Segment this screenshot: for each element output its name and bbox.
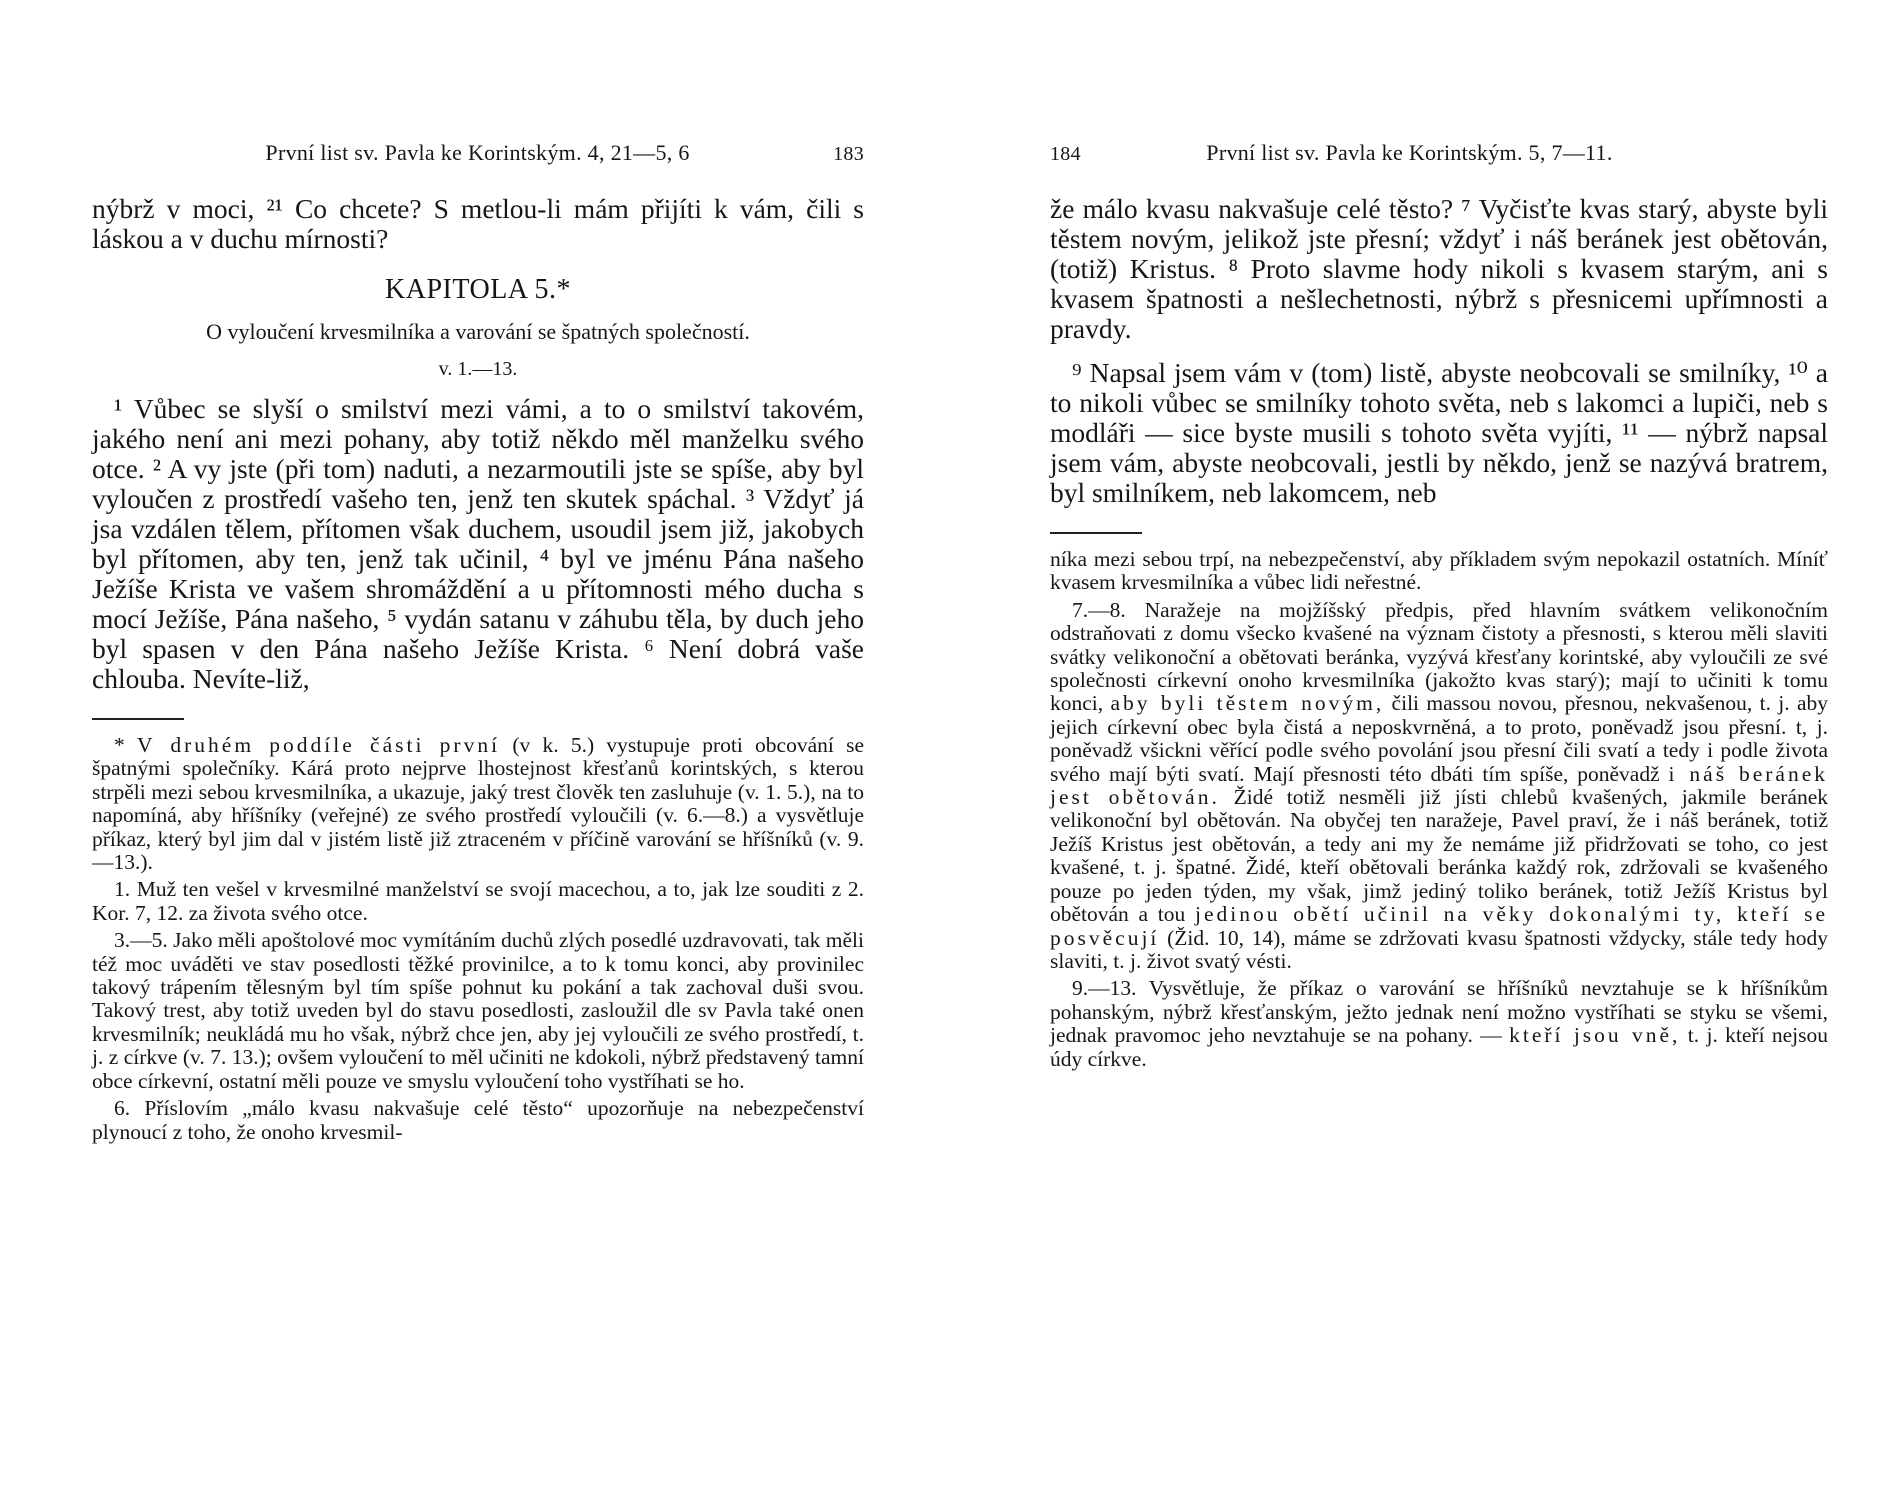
right-page bbox=[1050, 140, 1828, 1071]
running-title: První list sv. Pavla ke Korintským. 4, 21—5, 6 bbox=[265, 140, 690, 165]
footnotes bbox=[1050, 548, 1828, 1071]
running-title: První list sv. Pavla ke Korintským. 5, 7—11. bbox=[1206, 140, 1613, 165]
page-number: 184 bbox=[1050, 143, 1081, 165]
footnote-text: Židé totiž nesměli již jísti chlebů kvašených, jakmile beránek velikonoční byl obětován. Na obyčej ten naražeje, Pavel praví, že i náš beránek, totiž Ježíš Kristus jest obětován, a tedy ani my že nemáme již přidržovati se toho, co jest kvašené, t. j. špatné. Židé, kteří obětovali beránka každý rok, zdržovali se kvašeného pouze po jeden týden, my však, jimž jediný toliko beránek, totiž Ježíš Kristus byl obětován a tou bbox=[1050, 785, 1829, 927]
scripture-paragraph: že málo kvasu nakvašuje celé těsto? ⁷ Vyčisťte kvas starý, abyste byli těstem novým, jelikož jste přesní; vždyť i náš beránek jest obětován, (totiž) Kristus. ⁸ Proto slavme hody nikoli s kvasem starým, ani s kvasem špatnosti a nešlechetnosti, nýbrž s přesnicemi upřímnosti a pravdy. bbox=[1050, 193, 1828, 344]
footnote-mark: * bbox=[114, 733, 125, 757]
footnote-text: 7.—8. Naražeje na mojžíšský předpis, před hlavním svátkem velikonočním odstraňovati z domu všecko kvašené na význam čistoty a přesnosti, s kterou měli slaviti svátky velikonoční a obětovati beránka, vyzývá křesťany korintské, aby vyloučili ze své společnosti církevní onoho krvesmilníka (jakožto kvas starý); mají to učiniti k tomu konci, bbox=[1050, 597, 1828, 716]
scripture-paragraph: nýbrž v moci, ²¹ Co chcete? S metlou-li mám přijíti k vám, čili s láskou a v duchu mírnosti? bbox=[92, 193, 864, 254]
footnote-divider bbox=[1050, 532, 1142, 534]
footnote bbox=[92, 734, 864, 874]
footnote-text: (v k. 5.) vystupuje proti obcování se špatnými společníky. Kárá proto nejprve lhostejnost křesťanů korintských, s kterou strpěli mezi sebou krvesmilníka, a ukazuje, jaký trest člověk ten zasluhuje (v. 1. 5.), na to napomíná, aby hříšníky (veřejné) ze svého prostředí vyloučili (v. 6.—8.) a vysvětluje příkaz, který byl jim dal v jistém listě již ztraceném v příčině varování se hříšníků (v. 9.—13.). bbox=[92, 733, 865, 875]
footnote: 3.—5. Jako měli apoštolové moc vymítáním duchů zlých posedlé uzdravovati, tak měli též moc uváděti ve stav posedlosti těžké provinilce, a to k tomu konci, aby provinilec takový trápením tělesným byl tím spíše pohnut ku pokání a tak zachoval duši svou. Takový trest, aby totiž uveden byl do stavu posedlosti, zasloužil dle sv Pavla také onen krvesmilník; neukládá mu ho však, nýbrž chce jen, aby jej vyloučili ze svého prostředí, t. j. z církve (v. 7. 13.); ovšem vyloučení to měl učiniti ne kdokoli, nýbrž představený tamní obce církevní, ostatní měli pouze ve smyslu vyloučení toho vystříhati se ho. bbox=[92, 928, 864, 1093]
footnote-text: t. j. kteří nejsou údy církve. bbox=[1050, 1023, 1829, 1071]
footnote: 1. Muž ten vešel v krvesmilné manželství se svojí macechou, a to, jak lze souditi z 2. Kor. 7, 12. za života svého otce. bbox=[92, 877, 864, 925]
footnote-divider bbox=[92, 718, 184, 720]
footnote-emphasis: kteří jsou vně, bbox=[1509, 1023, 1681, 1048]
footnote-text: 9.—13. Vysvětluje, že příkaz o varování se hříšníků nevztahuje se k hříšníkům pohanským, nýbrž křesťanským, ježto jednak není možno vystříhati se styku se všemi, jednak pravomoc jeho nevztahuje se na pohany. — bbox=[1050, 976, 1828, 1048]
footnote-text: (Žid. 10, 14), máme se zdržovati kvasu špatnosti vždycky, stále tedy hody slaviti, t. j. život svatý vésti. bbox=[1050, 925, 1828, 973]
chapter-verse-range: v. 1.—13. bbox=[438, 358, 518, 380]
footnote-emphasis: V druhém poddíle části první bbox=[137, 733, 501, 757]
footnote: níka mezi sebou trpí, na nebezpečenství, aby příkladem svým nepokazil ostatních. Míníť kvasem krvesmilníka a vůbec lidi neřestné. bbox=[1050, 547, 1828, 595]
page-header bbox=[92, 140, 864, 170]
footnote: 6. Příslovím „málo kvasu nakvašuje celé těsto“ upozorňuje na nebezpečenství plynoucí z toho, že onoho krvesmil- bbox=[92, 1096, 864, 1144]
footnotes bbox=[92, 734, 864, 1144]
scripture-text bbox=[1050, 194, 1828, 508]
page-header bbox=[1050, 140, 1828, 170]
scripture-text bbox=[92, 194, 864, 254]
scripture-paragraph: ⁹ Napsal jsem vám v (tom) listě, abyste neobcovali se smilníky, ¹⁰ a to nikoli vůbec se smilníky tohoto světa, neb s lakomci a lupiči, neb s modláři — sice byste musili s tohoto světa vyjíti, ¹¹ — nýbrž napsal jsem vám, abyste neobcovali, jestli by někdo, jenž se nazývá bratrem, byl smilníkem, neb lakomcem, neb bbox=[1050, 357, 1828, 508]
scripture-paragraph: ¹ Vůbec se slyší o smilství mezi vámi, a to o smilství takovém, jakého není ani mezi pohany, aby totiž někdo měl manželku svého otce. ² A vy jste (při tom) naduti, a nezarmoutili jste se spíše, aby byl vyloučen z prostředí vašeho ten, jenž ten skutek spáchal. ³ Vždyť já jsa vzdálen tělem, přítomen však duchem, usoudil jsem již, jakobych byl přítomen, aby ten, jenž tak učinil, ⁴ byl ve jménu Pána našeho Ježíše Krista ve vašem shromáždění a u přítomnosti mého ducha s mocí Ježíše, Pána našeho, ⁵ vydán satanu v záhubu těla, by duch jeho byl spasen v den Pána našeho Ježíše Krista. ⁶ Není dobrá vaše chlouba. Nevíte-liž, bbox=[92, 393, 864, 694]
footnote bbox=[1050, 599, 1828, 974]
footnote-emphasis: i náš beránek jest obětován. bbox=[1050, 761, 1829, 810]
footnote bbox=[1050, 977, 1828, 1071]
chapter-heading: KAPITOLA 5.* bbox=[385, 274, 571, 305]
footnote-text: čili massou novou, přesnou, nekvašenou, t. j. aby jejich církevní obec byla čistá a neposkvrněná, a to proto, poněvadž jsou přesní. t, j. poněvadž všickni věřící podle svého povolání jsou přesní čili svatí a tedy i podle života svého mají býti svatí. Mají přesnosti této dbáti tím spíše, poněvadž bbox=[1050, 691, 1829, 786]
left-page bbox=[92, 140, 864, 1144]
chapter-subtitle: O vyloučení krvesmilníka a varování se špatných společností. bbox=[206, 319, 750, 344]
page-number: 183 bbox=[833, 143, 864, 165]
footnote-emphasis: jedinou obětí učinil na věky dokonalými ty, kteří se posvěcují bbox=[1050, 902, 1828, 950]
scripture-text bbox=[92, 394, 864, 694]
footnote-emphasis: aby byli těstem novým, bbox=[1110, 691, 1385, 716]
